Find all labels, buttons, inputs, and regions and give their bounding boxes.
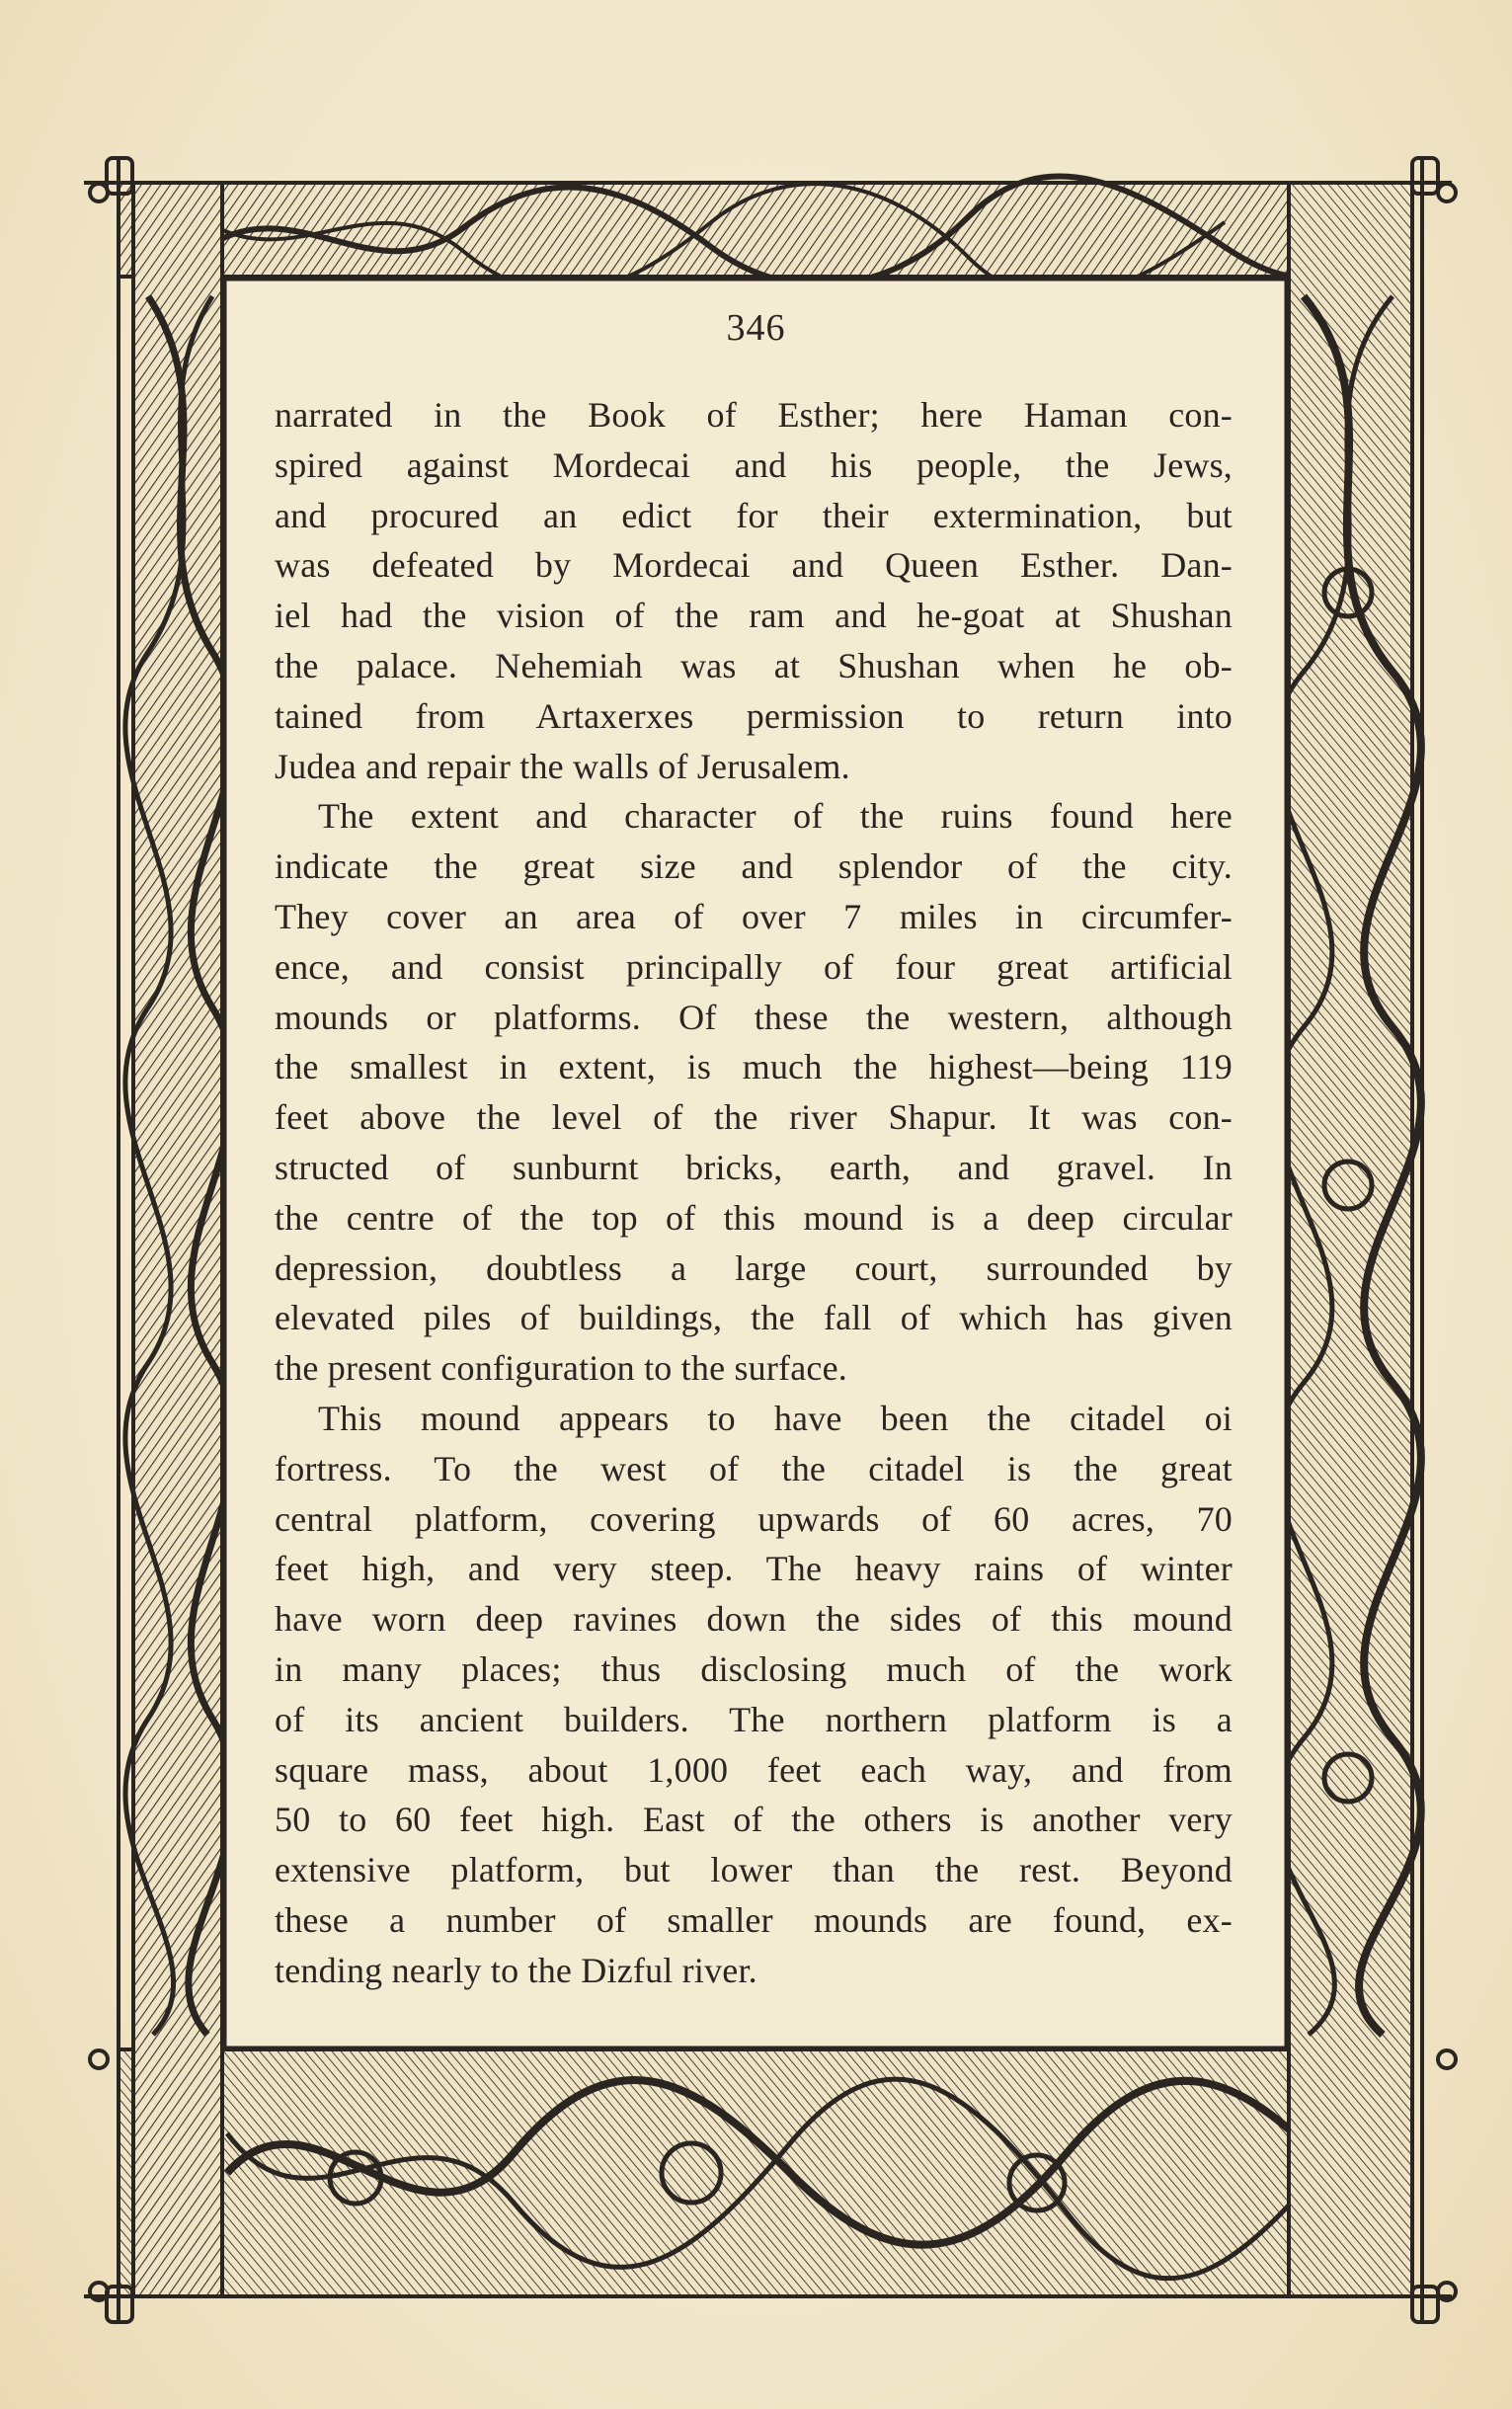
- text-line: tained from Artaxerxes permission to return into: [275, 695, 1233, 736]
- text-line: extensive platform, but lower than the rest. Beyond: [275, 1850, 1233, 1890]
- text-line: spired against Mordecai and his people, the Jews,: [275, 444, 1233, 485]
- text-line: was defeated by Mordecai and Queen Esther. Dan-: [275, 545, 1233, 586]
- paragraph: [275, 791, 1233, 1394]
- text-line: indicate the great size and splendor of the city.: [275, 846, 1233, 887]
- text-line: 50 to 60 feet high. East of the others is another very: [275, 1800, 1233, 1840]
- text-line: The extent and character of the ruins found here: [318, 796, 1233, 837]
- text-line: depression, doubtless a large court, surrounded by: [275, 1247, 1233, 1288]
- paragraph: [275, 390, 1233, 791]
- text-line: Judea and repair the walls of Jerusalem.: [275, 746, 850, 786]
- page-number: 346: [726, 307, 786, 349]
- text-line: have worn deep ravines down the sides of this mound: [275, 1599, 1233, 1640]
- text-line: This mound appears to have been the citadel oi: [318, 1398, 1233, 1438]
- left-border-column: [125, 183, 234, 2296]
- text-line: the smallest in extent, is much the highest—being 119: [275, 1047, 1233, 1087]
- text-line: elevated piles of buildings, the fall of which has given: [275, 1298, 1233, 1338]
- text-line: tending nearly to the Dizful river.: [275, 1950, 757, 1990]
- body-text: [275, 390, 1233, 1996]
- paragraph: [275, 1394, 1233, 1996]
- text-line: the present configuration to the surface.: [275, 1348, 847, 1389]
- text-line: in many places; thus disclosing much of the work: [275, 1648, 1233, 1689]
- right-border-column: [1275, 183, 1421, 2296]
- text-line: square mass, about 1,000 feet each way, and from: [275, 1749, 1233, 1790]
- bottom-border-band: [119, 2049, 1412, 2296]
- text-line: ence, and consist principally of four great artificial: [275, 946, 1233, 987]
- text-line: and procured an edict for their extermination, but: [275, 495, 1233, 535]
- text-line: the palace. Nehemiah was at Shushan when he ob-: [275, 645, 1233, 685]
- text-line: central platform, covering upwards of 60 acres, 70: [275, 1498, 1233, 1539]
- text-line: structed of sunburnt bricks, earth, and gravel. In: [275, 1147, 1233, 1187]
- text-line: these a number of smaller mounds are found, ex-: [275, 1899, 1233, 1940]
- text-line: narrated in the Book of Esther; here Haman con-: [275, 395, 1233, 435]
- text-line: of its ancient builders. The northern platform is a: [275, 1699, 1233, 1739]
- text-line: feet above the level of the river Shapur. It was con-: [275, 1097, 1233, 1138]
- text-line: They cover an area of over 7 miles in circumfer-: [275, 896, 1233, 936]
- text-line: iel had the vision of the ram and he-goat at Shushan: [275, 596, 1233, 636]
- text-line: fortress. To the west of the citadel is the great: [275, 1448, 1233, 1488]
- text-line: mounds or platforms. Of these the western, although: [275, 997, 1233, 1037]
- text-line: the centre of the top of this mound is a deep circular: [275, 1197, 1233, 1238]
- text-line: feet high, and very steep. The heavy rains of winter: [275, 1549, 1233, 1589]
